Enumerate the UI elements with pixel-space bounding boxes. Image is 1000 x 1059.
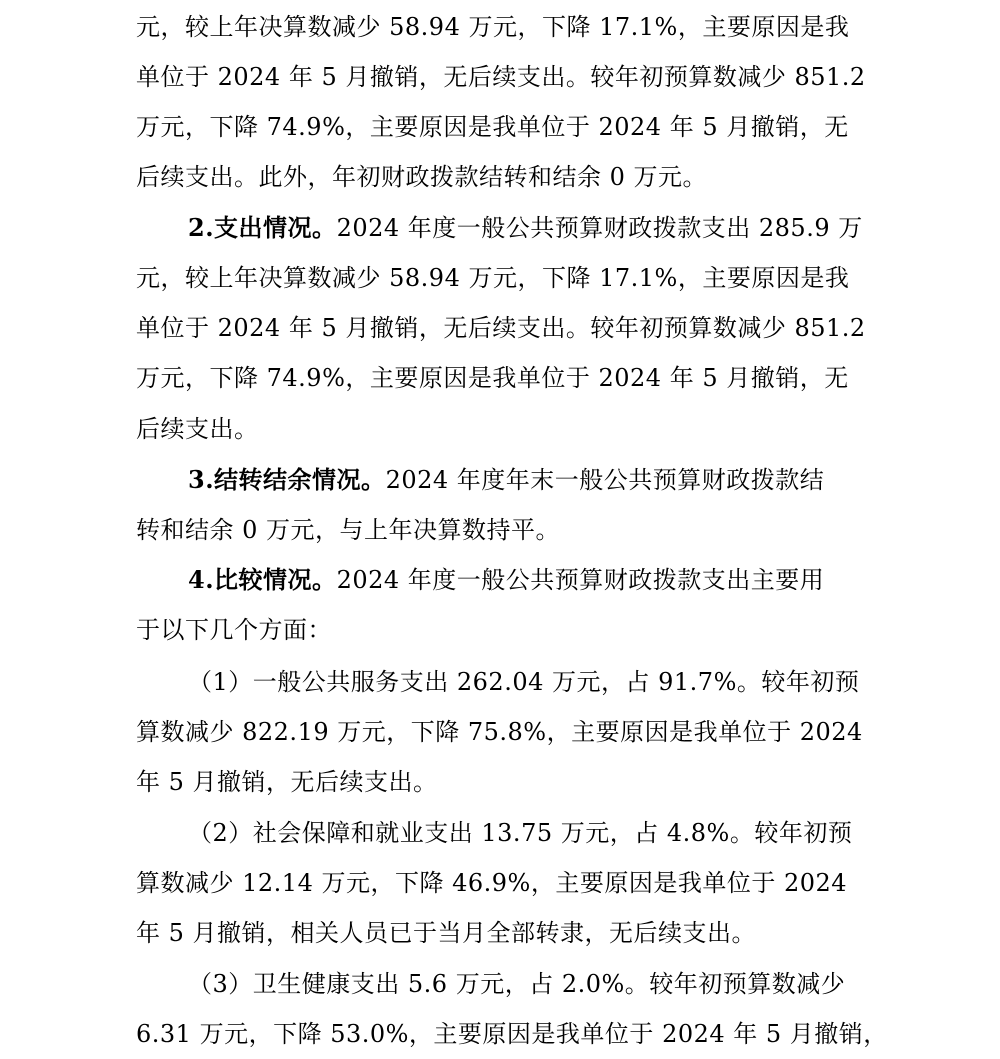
- section-heading-comparison: 4.比较情况。: [188, 565, 337, 594]
- text-line: 后续支出。此外，年初财政拨款结转和结余 0 万元。: [136, 163, 708, 191]
- paragraph-carryover: [188, 455, 824, 505]
- text-line: 于以下几个方面：: [136, 616, 332, 644]
- text-line: 元，较上年决算数减少 58.94 万元，下降 17.1%，主要原因是我: [136, 13, 850, 41]
- text-line: 算数减少 822.19 万元，下降 75.8%，主要原因是我单位于 2024: [136, 718, 863, 746]
- list-item-general-services: （1）一般公共服务支出 262.04 万元，占 91.7%。较年初预: [188, 668, 860, 696]
- text-line: 单位于 2024 年 5 月撤销，无后续支出。较年初预算数减少 851.2: [136, 63, 866, 91]
- text-line: 算数减少 12.14 万元，下降 46.9%，主要原因是我单位于 2024: [136, 869, 848, 897]
- paragraph-spending: [188, 203, 863, 253]
- section-heading-spending: 2.支出情况。: [188, 213, 337, 242]
- paragraph-comparison: [188, 555, 824, 605]
- text-line: 转和结余 0 万元，与上年决算数持平。: [136, 516, 561, 544]
- text-line: 6.31 万元，下降 53.0%，主要原因是我单位于 2024 年 5 月撤销，: [136, 1020, 888, 1048]
- text-line: 元，较上年决算数减少 58.94 万元，下降 17.1%，主要原因是我: [136, 264, 850, 292]
- text-run: 2024 年度年末一般公共预算财政拨款结: [385, 466, 825, 494]
- text-line: 万元，下降 74.9%，主要原因是我单位于 2024 年 5 月撤销，无: [136, 364, 849, 392]
- text-line: 万元，下降 74.9%，主要原因是我单位于 2024 年 5 月撤销，无: [136, 113, 849, 141]
- list-item-health: （3）卫生健康支出 5.6 万元，占 2.0%。较年初预算数减少: [188, 970, 846, 998]
- text-run: 2024 年度一般公共预算财政拨款支出主要用: [336, 566, 825, 594]
- list-item-social-security: （2）社会保障和就业支出 13.75 万元，占 4.8%。较年初预: [188, 819, 853, 847]
- text-run: 2024 年度一般公共预算财政拨款支出 285.9 万: [336, 214, 863, 242]
- text-line: 年 5 月撤销，相关人员已于当月全部转隶，无后续支出。: [136, 919, 757, 947]
- text-line: 单位于 2024 年 5 月撤销，无后续支出。较年初预算数减少 851.2: [136, 314, 866, 342]
- text-line: 年 5 月撤销，无后续支出。: [136, 768, 438, 796]
- section-heading-carryover: 3.结转结余情况。: [188, 465, 386, 494]
- text-line: 后续支出。: [136, 415, 259, 443]
